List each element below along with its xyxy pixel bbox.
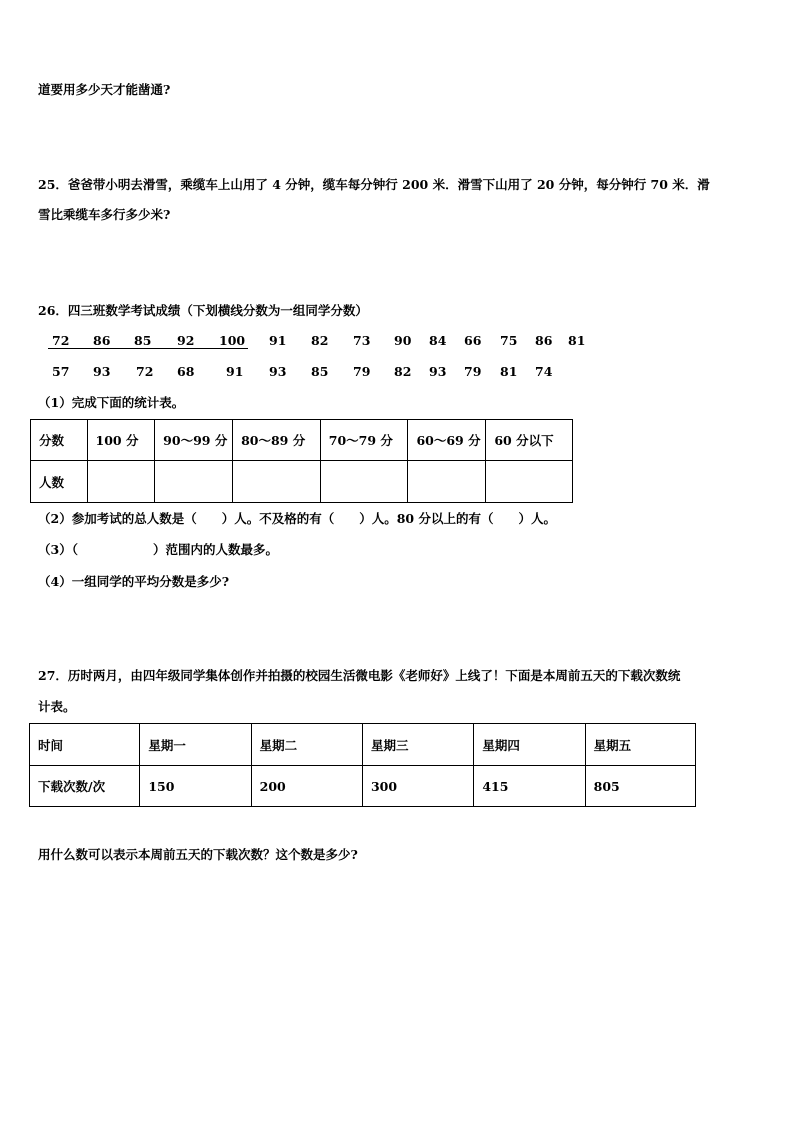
table-cell: 200 xyxy=(251,766,362,807)
table-cell: 415 xyxy=(474,766,585,807)
score: 79 xyxy=(464,364,482,379)
score: 75 xyxy=(500,333,518,348)
q24-tail-text: 道要用多少天才能凿通? xyxy=(38,82,171,97)
group-score-underline xyxy=(48,348,248,349)
q25-line-2: 雪比乘缆车多行多少米? xyxy=(38,207,171,222)
score: 91 xyxy=(269,333,287,348)
score-stat-table xyxy=(30,419,573,503)
score: 85 xyxy=(134,333,152,348)
score: 86 xyxy=(535,333,553,348)
table-header-cell: 90～99 分 xyxy=(155,420,233,461)
score: 93 xyxy=(269,364,287,379)
score: 93 xyxy=(429,364,447,379)
answer-cell[interactable] xyxy=(87,461,155,503)
answer-cell[interactable] xyxy=(155,461,233,503)
table-cell: 300 xyxy=(362,766,473,807)
score: 86 xyxy=(93,333,111,348)
score: 68 xyxy=(177,364,195,379)
q26-part-4: （4）一组同学的平均分数是多少? xyxy=(38,574,230,589)
table-row-label: 人数 xyxy=(31,461,88,503)
score: 73 xyxy=(353,333,371,348)
score: 79 xyxy=(353,364,371,379)
table-header-cell: 100 分 xyxy=(87,420,155,461)
q26-part-3: （3）（ ）范围内的人数最多。 xyxy=(38,542,278,557)
table-row xyxy=(31,461,573,503)
answer-cell[interactable] xyxy=(233,461,321,503)
table-header-cell: 星期四 xyxy=(474,724,585,766)
score: 72 xyxy=(52,333,70,348)
answer-cell[interactable] xyxy=(486,461,573,503)
score: 57 xyxy=(52,364,70,379)
table-cell: 150 xyxy=(140,766,251,807)
score: 66 xyxy=(464,333,482,348)
score: 85 xyxy=(311,364,329,379)
q25-line-1: 25．爸爸带小明去滑雪，乘缆车上山用了 4 分钟，缆车每分钟行 200 米．滑雪下山用了 20 分钟，每分钟行 70 米．滑 xyxy=(38,177,710,192)
answer-cell[interactable] xyxy=(320,461,408,503)
table-header-cell: 时间 xyxy=(30,724,140,766)
table-header-cell: 星期三 xyxy=(362,724,473,766)
score: 93 xyxy=(93,364,111,379)
answer-cell[interactable] xyxy=(408,461,486,503)
score: 92 xyxy=(177,333,195,348)
table-cell: 805 xyxy=(585,766,695,807)
score: 82 xyxy=(394,364,412,379)
score: 72 xyxy=(136,364,154,379)
table-header-cell: 星期二 xyxy=(251,724,362,766)
score: 100 xyxy=(219,333,246,348)
table-header-cell: 星期五 xyxy=(585,724,695,766)
table-row xyxy=(30,724,696,766)
q26-part-1: （1）完成下面的统计表。 xyxy=(38,395,185,410)
download-stat-table xyxy=(29,723,696,807)
q26-title: 26．四三班数学考试成绩（下划横线分数为一组同学分数） xyxy=(38,303,368,318)
q26-part-2: （2）参加考试的总人数是（ ）人。不及格的有（ ）人。80 分以上的有（ ）人。 xyxy=(38,511,556,526)
score: 81 xyxy=(500,364,518,379)
q27-line-2: 计表。 xyxy=(38,699,76,714)
table-row xyxy=(31,420,573,461)
table-header-cell: 分数 xyxy=(31,420,88,461)
q27-question: 用什么数可以表示本周前五天的下载次数？这个数是多少? xyxy=(38,847,358,862)
table-row-label: 下载次数/次 xyxy=(30,766,140,807)
table-header-cell: 80～89 分 xyxy=(233,420,321,461)
table-header-cell: 星期一 xyxy=(140,724,251,766)
table-row xyxy=(30,766,696,807)
table-header-cell: 70～79 分 xyxy=(320,420,408,461)
score: 82 xyxy=(311,333,329,348)
score: 84 xyxy=(429,333,447,348)
table-header-cell: 60～69 分 xyxy=(408,420,486,461)
score: 74 xyxy=(535,364,553,379)
table-header-cell: 60 分以下 xyxy=(486,420,573,461)
score: 91 xyxy=(226,364,244,379)
q27-line-1: 27．历时两月，由四年级同学集体创作并拍摄的校园生活微电影《老师好》上线了！下面是本周前五天的下载次数统 xyxy=(38,668,681,683)
score: 90 xyxy=(394,333,412,348)
score: 81 xyxy=(568,333,586,348)
